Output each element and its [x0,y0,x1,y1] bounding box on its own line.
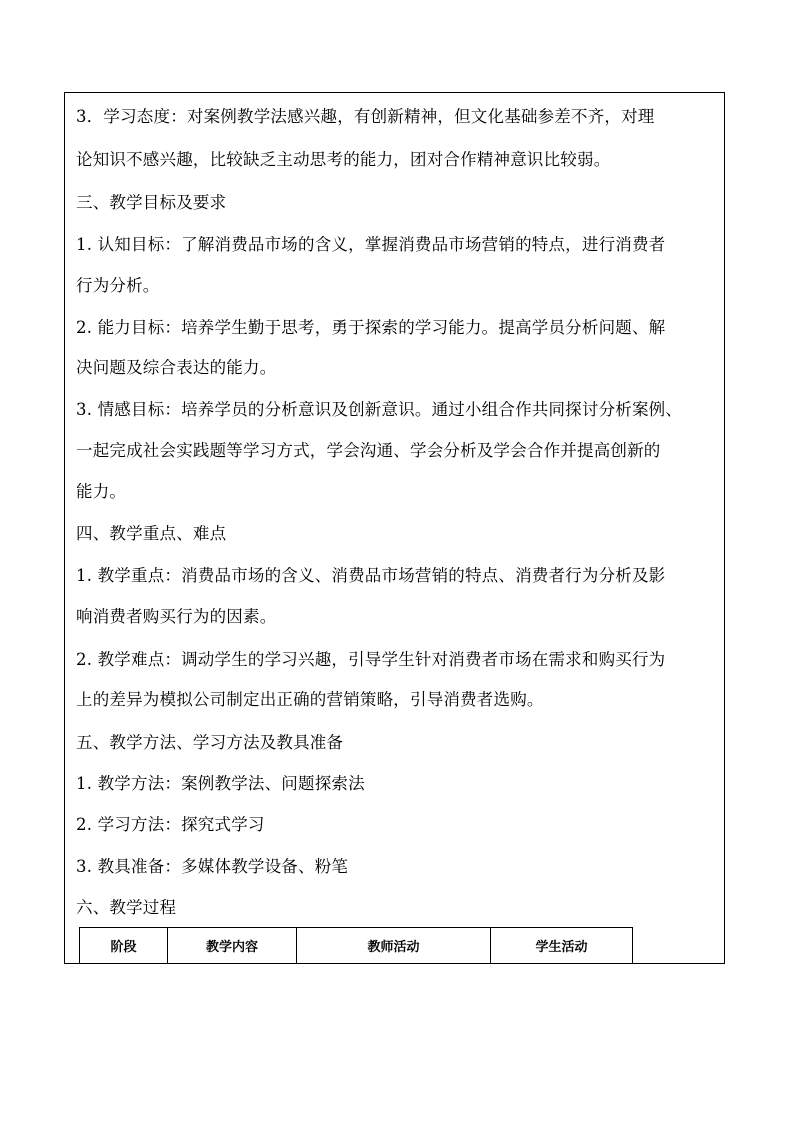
text-line: 1. 教学重点：消费品市场的含义、消费品市场营销的特点、消费者行为分析及影 [76,566,666,585]
table-header-cell: 阶段 [80,928,168,964]
text-line: 2. 教学难点：调动学生的学习兴趣，引导学生针对消费者市场在需求和购买行为 [76,650,666,669]
section-heading: 五、教学方法、学习方法及教具准备 [76,733,344,752]
table-header-cell: 教师活动 [297,928,491,964]
text-line: 1. 认知目标：了解消费品市场的含义，掌握消费品市场营销的特点，进行消费者 [76,235,666,254]
text-line: 论知识不感兴趣，比较缺乏主动思考的能力，团对合作精神意识比较弱。 [76,150,611,169]
text-line: 能力。 [76,482,127,501]
text-line: 3. 教具准备：多媒体教学设备、粉笔 [76,857,349,876]
section-heading: 四、教学重点、难点 [76,524,227,543]
text-line: 3．学习态度：对案例教学法感兴趣，有创新精神，但文化基础参差不齐，对理 [76,107,655,126]
text-line: 2. 学习方法：探究式学习 [76,815,265,834]
text-line: 一起完成社会实践题等学习方式，学会沟通、学会分析及学会合作并提高创新的 [76,441,661,460]
text-line: 行为分析。 [76,276,160,295]
text-line: 3. 情感目标：培养学员的分析意识及创新意识。通过小组合作共同探讨分析案例、 [76,400,683,419]
process-table [79,927,633,964]
text-line: 响消费者购买行为的因素。 [76,607,277,626]
text-line: 2. 能力目标：培养学生勤于思考，勇于探索的学习能力。提高学员分析问题、解 [76,318,666,337]
text-line: 决问题及综合表达的能力。 [76,358,277,377]
section-heading: 六、教学过程 [76,898,177,917]
text-line: 上的差异为模拟公司制定出正确的营销策略，引导消费者选购。 [76,690,544,709]
table-header-row [80,928,633,964]
table-header-cell: 学生活动 [491,928,633,964]
table-header-cell: 教学内容 [168,928,297,964]
text-line: 1. 教学方法：案例教学法、问题探索法 [76,774,365,793]
section-heading: 三、教学目标及要求 [76,193,227,212]
